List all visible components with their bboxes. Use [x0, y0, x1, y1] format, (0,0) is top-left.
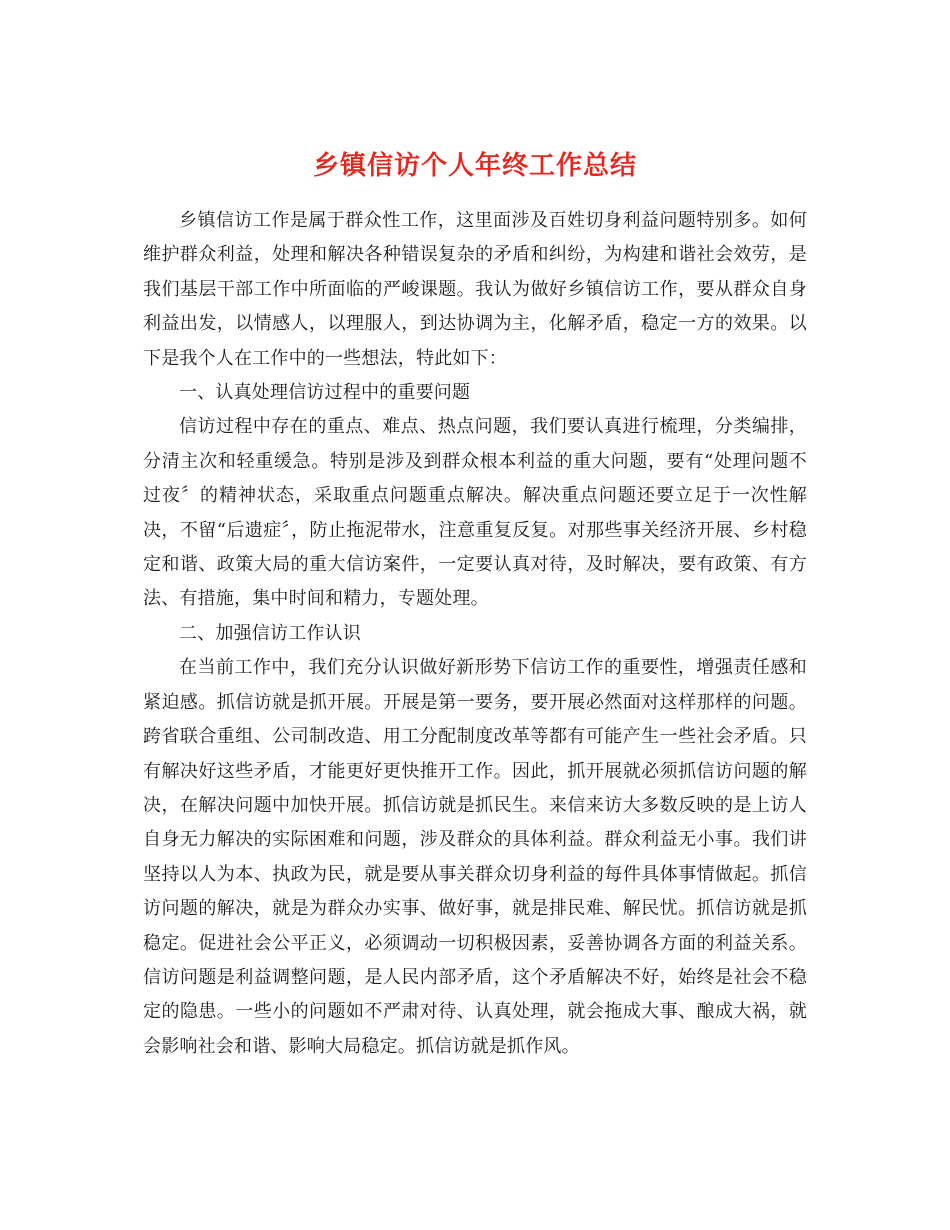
paragraph-section-2: 在当前工作中，我们充分认识做好新形势下信访工作的重要性，增强责任感和紧迫感。抓信访就是抓开展。开展是第一要务，要开展必然面对这样那样的问题。跨省联合重组、公司制改造、用工分配制度改革等都有可能产生一些社会矛盾。只有解决好这些矛盾，才能更好更快推开工作。因此，抓开展就必须抓信访问题的解决，在解决问题中加快开展。抓信访就是抓民生。来信来访大多数反映的是上访人自身无力解决的实际困难和问题，涉及群众的具体利益。群众利益无小事。我们讲坚持以人为本、执政为民，就是要从事关群众切身利益的每件具体事情做起。抓信访问题的解决，就是为群众办实事、做好事，就是排民难、解民忧。抓信访就是抓稳定。促进社会公平正义，必须调动一切积极因素，妥善协调各方面的利益关系。信访问题是利益调整问题，是人民内部矛盾，这个矛盾解决不好，始终是社会不稳定的隐患。一些小的问题如不严肃对待、认真处理，就会拖成大事、酿成大祸，就会影响社会和谐、影响大局稳定。抓信访就是抓作风。: [143, 657, 807, 1057]
document-title: 乡镇信访个人年终工作总结: [312, 151, 637, 182]
section-heading-1: 一、认真处理信访过程中的重要问题: [179, 382, 471, 404]
paragraph-section-1: 信访过程中存在的重点、难点、热点问题，我们要认真进行梳理，分类编排，分清主次和轻重缓急。特别是涉及到群众根本利益的重大问题，要有“处理问题不过夜〞的精神状态，采取重点问题重点解决。解决重点问题还要立足于一次性解决，不留“后遗症〞，防止拖泥带水，注意重复反复。对那些事关经济开展、乡村稳定和谐、政策大局的重大信访案件，一定要认真对待，及时解决，要有政策、有方法、有措施，集中时间和精力，专题处理。: [143, 416, 807, 610]
paragraph-intro: 乡镇信访工作是属于群众性工作，这里面涉及百姓切身利益问题特别多。如何维护群众利益，处理和解决各种错误复杂的矛盾和纠纷，为构建和谐社会效劳，是我们基层干部工作中所面临的严峻课题。我认为做好乡镇信访工作，要从群众自身利益出发，以情感人，以理服人，到达协调为主，化解矛盾，稳定一方的效果。以下是我个人在工作中的一些想法，特此如下：: [143, 210, 807, 369]
document-body: [143, 204, 807, 1064]
section-heading-2: 二、加强信访工作认识: [179, 622, 361, 644]
